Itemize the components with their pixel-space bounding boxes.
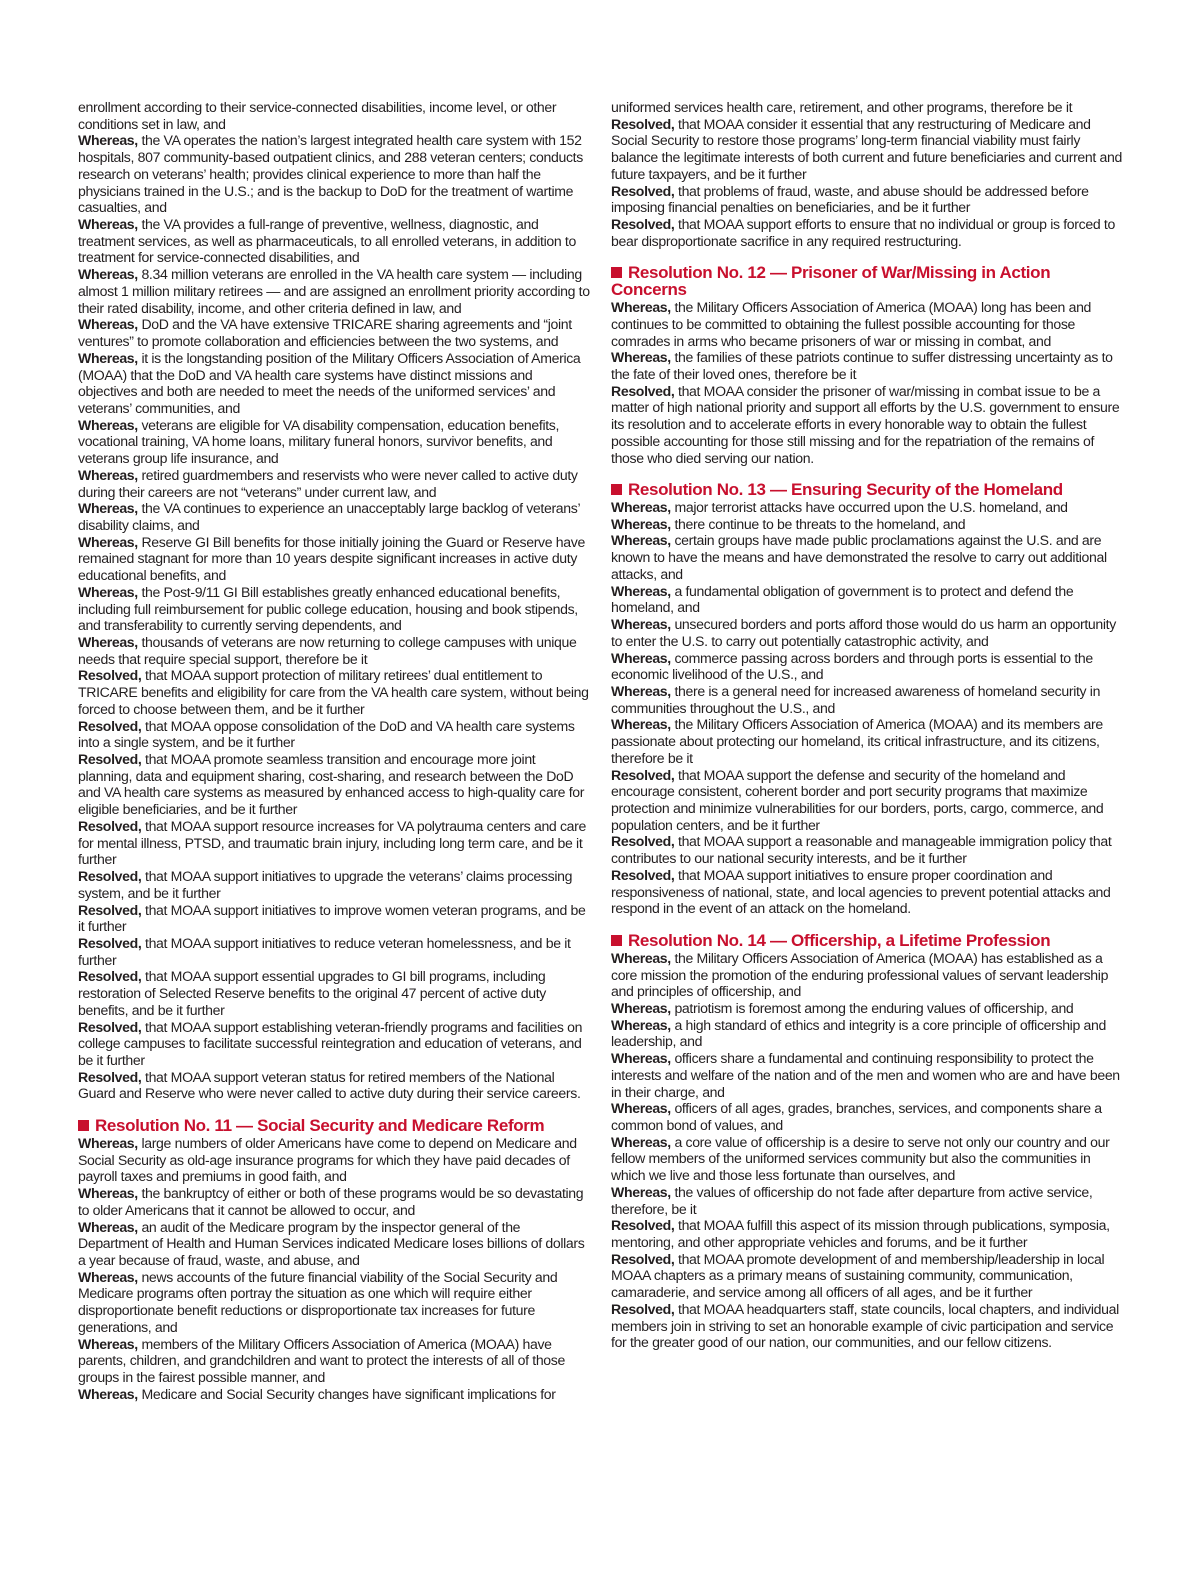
- clause-lead: Resolved,: [78, 667, 142, 684]
- clause-text: that MOAA support the defense and security of the homeland and encourage consistent, coherent border and port security programs that maximize protection and minimize vulnerabilities for our borders, ports, cargo, commerce, and population centers, and be it further: [611, 766, 1104, 833]
- resolution-paragraph: [611, 833, 1123, 866]
- clause-lead: Resolved,: [611, 1250, 675, 1267]
- clause-text: that MOAA support establishing veteran-friendly programs and facilities on college campuses to facilitate successful reintegration and education of veterans, and be it further: [78, 1018, 583, 1068]
- clause-text: unsecured borders and ports afford those would do us harm an opportunity to enter the U.S. to carry out potentially catastrophic activity, and: [611, 616, 1116, 649]
- resolution-paragraph: [78, 1019, 590, 1069]
- clause-lead: Resolved,: [611, 382, 675, 399]
- resolution-paragraph: [78, 1336, 590, 1386]
- section-body: [611, 299, 1123, 466]
- resolution-paragraph: [611, 1017, 1123, 1050]
- clause-lead: Whereas,: [78, 316, 138, 333]
- clause-text: a high standard of ethics and integrity is a core principle of officership and leadership, and: [611, 1016, 1106, 1050]
- clause-text: that MOAA consider it essential that any restructuring of Medicare and Social Security to restore those programs’ long-term financial viability must fairly balance the legitimate interests of both current and future beneficiaries and current and future taxpayers, and be it further: [611, 115, 1123, 182]
- clause-lead: Whereas,: [611, 1016, 671, 1033]
- resolution-paragraph: [78, 132, 590, 216]
- clause-lead: Whereas,: [611, 582, 671, 599]
- resolution-paragraph: [78, 467, 590, 500]
- clause-lead: Whereas,: [78, 216, 138, 233]
- heading-text: Resolution No. 14 — Officership, a Lifetime Profession: [628, 931, 1051, 951]
- clause-text: certain groups have made public proclamations against the U.S. and are known to have the means and have demonstrated the resolve to carry out additional attacks, and: [611, 532, 1107, 582]
- clause-text: enrollment according to their service-connected disabilities, income level, or other conditions set in law, and: [78, 99, 557, 132]
- resolution-paragraph: [78, 935, 590, 968]
- clause-text: retired guardmembers and reservists who were never called to active duty during their careers are not “veterans” under current law, and: [78, 466, 578, 500]
- clause-text: Reserve GI Bill benefits for those initially joining the Guard or Reserve have remained stagnant for more than 10 years despite significant increases in active duty educational benefits, and: [78, 533, 585, 584]
- resolution-paragraph: [611, 1100, 1123, 1133]
- clause-lead: Resolved,: [78, 717, 142, 734]
- resolution-paragraph: [611, 1134, 1123, 1184]
- clause-lead: Resolved,: [611, 866, 675, 883]
- clause-lead: Whereas,: [611, 1133, 671, 1150]
- resolution-paragraph: [611, 299, 1123, 349]
- heading-text: Resolution No. 13 — Ensuring Security of the Homeland: [628, 480, 1063, 500]
- clause-text: it is the longstanding position of the Military Officers Association of America (MOAA) that the DoD and VA health care systems have distinct missions and objectives and both are needed to meet the needs of the uniformed services’ and veterans’ communities, and: [78, 349, 581, 416]
- clause-text: that MOAA support veteran status for retired members of the National Guard and Reserve who were never called to active duty during their service careers.: [78, 1068, 581, 1102]
- resolution-paragraph: [611, 499, 1123, 516]
- clause-lead: Resolved,: [78, 1068, 142, 1085]
- clause-text: the families of these patriots continue to suffer distressing uncertainty as to the fate of their loved ones, therefore be it: [611, 349, 1113, 382]
- clause-lead: Whereas,: [78, 1335, 138, 1352]
- clause-text: there continue to be threats to the homeland, and: [670, 515, 966, 532]
- continuation-block: [78, 99, 590, 1102]
- clause-lead: Resolved,: [78, 817, 142, 834]
- clause-lead: Whereas,: [78, 583, 138, 600]
- square-bullet-icon: [611, 935, 622, 946]
- resolution-paragraph: [611, 950, 1123, 1000]
- clause-lead: Resolved,: [78, 901, 142, 918]
- section-heading: [611, 265, 1123, 299]
- clause-lead: Resolved,: [78, 751, 142, 768]
- resolution-14: [611, 933, 1123, 1351]
- clause-lead: Whereas,: [611, 1050, 671, 1067]
- resolution-paragraph: [78, 968, 590, 1018]
- resolution-11: [78, 1118, 590, 1402]
- resolution-paragraph: [78, 350, 590, 417]
- resolution-paragraph: [611, 1301, 1123, 1351]
- resolution-paragraph: [78, 818, 590, 868]
- resolution-13: [611, 482, 1123, 917]
- clause-text: the bankruptcy of either or both of these programs would be so devastating to older Americans that it cannot be allowed to occur, and: [78, 1185, 584, 1218]
- resolution-paragraph: [78, 667, 590, 717]
- clause-text: a core value of officership is a desire to serve not only our country and our fellow members of the uniformed services community but also the communities in which we live and those less fortunate than ourselves, and: [611, 1133, 1110, 1184]
- resolution-paragraph: [78, 751, 590, 818]
- resolution-paragraph: [611, 99, 1123, 116]
- resolution-paragraph: [78, 500, 590, 533]
- right-column: [611, 99, 1123, 1351]
- resolution-paragraph: [611, 349, 1123, 382]
- clause-lead: Whereas,: [611, 532, 671, 549]
- resolution-paragraph: [78, 1069, 590, 1102]
- clause-text: large numbers of older Americans have come to depend on Medicare and Social Security as old-age insurance programs for which they have paid decades of payroll taxes and premiums in good faith, and: [78, 1134, 577, 1185]
- clause-lead: Whereas,: [78, 1385, 138, 1402]
- clause-lead: Whereas,: [78, 634, 138, 650]
- resolution-paragraph: [611, 583, 1123, 616]
- clause-text: that MOAA support essential upgrades to GI bill programs, including restoration of Selected Reserve benefits to the original 47 percent of active duty benefits, and be it further: [78, 968, 547, 1018]
- clause-text: 8.34 million veterans are enrolled in the VA health care system — including almost 1 million military retirees — and are assigned an enrollment priority according to their rated disability, income, and other criteria defined in law, and: [78, 266, 590, 316]
- clause-lead: Whereas,: [78, 1218, 138, 1235]
- clause-lead: Whereas,: [611, 716, 671, 733]
- resolution-paragraph: [78, 1386, 590, 1403]
- clause-text: commerce passing across borders and through ports is essential to the economic livelihood of the U.S., and: [611, 649, 1093, 683]
- resolution-paragraph: [611, 1251, 1123, 1301]
- resolution-paragraph: [78, 216, 590, 266]
- resolution-paragraph: [611, 616, 1123, 649]
- clause-text: news accounts of the future financial viability of the Social Security and Medicare programs often portray the situation as one which will require either disproportionate benefit reductions or disproportionate tax increases for future generations, and: [78, 1268, 558, 1335]
- clause-text: that MOAA support initiatives to reduce veteran homelessness, and be it further: [78, 934, 571, 968]
- clause-text: that MOAA support efforts to ensure that no individual or group is forced to bear disproportionate sacrifice in any required restructuring.: [611, 216, 1115, 249]
- resolution-paragraph: [611, 650, 1123, 683]
- clause-text: that MOAA promote development of and membership/leadership in local MOAA chapters as a primary means of sustaining community, communication, camaraderie, and service among all officers of all ages, and be it further: [611, 1250, 1105, 1301]
- clause-lead: Whereas,: [611, 616, 671, 633]
- clause-text: the VA provides a full-range of preventive, wellness, diagnostic, and treatment services, as well as pharmaceuticals, to all enrolled veterans, in addition to treatment for service-connected disabilities, and: [78, 216, 576, 266]
- clause-lead: Whereas,: [611, 649, 671, 666]
- clause-text: that MOAA support a reasonable and manageable immigration policy that contributes to our national security interests, and be it further: [611, 833, 1112, 867]
- resolution-paragraph: [611, 1217, 1123, 1250]
- clause-lead: Whereas,: [78, 533, 138, 550]
- clause-text: veterans are eligible for VA disability compensation, education benefits, vocational training, VA home loans, military funeral honors, survivor benefits, and veterans group life insurance, and: [78, 416, 560, 467]
- clause-lead: Whereas,: [611, 1183, 671, 1200]
- clause-lead: Whereas,: [78, 349, 138, 366]
- clause-text: thousands of veterans are now returning to college campuses with unique needs that require special support, therefore be it: [78, 634, 577, 667]
- clause-lead: Whereas,: [611, 515, 671, 532]
- clause-lead: Whereas,: [78, 132, 138, 149]
- square-bullet-icon: [78, 1120, 89, 1131]
- section-heading: [78, 1118, 590, 1135]
- resolution-paragraph: [78, 902, 590, 935]
- clause-lead: Resolved,: [78, 1018, 142, 1035]
- clause-text: that MOAA consider the prisoner of war/missing in combat issue to be a matter of high national priority and support all efforts by the U.S. government to ensure its resolution and to accelerate efforts in every honorable way to obtain the fullest possible accounting for those still missing and for the repatriation of the remains of those who died serving our nation.: [611, 382, 1120, 466]
- resolution-paragraph: [78, 634, 590, 667]
- clause-lead: Resolved,: [611, 115, 675, 132]
- square-bullet-icon: [611, 484, 622, 495]
- clause-text: the VA operates the nation’s largest integrated health care system with 152 hospitals, 807 community-based outpatient clinics, and 288 veteran centers; conducts research on veterans’ health; provides clinical experience to more than half the physicians trained in the U.S.; and is the backup to DoD for the treatment of wartime casualties, and: [78, 132, 583, 216]
- section-body: [78, 1135, 590, 1403]
- resolution-paragraph: [611, 683, 1123, 716]
- clause-text: the Post-9/11 GI Bill establishes greatly enhanced educational benefits, including full reimbursement for public college education, housing and book stipends, and transferability to currently serving dependents, and: [78, 583, 578, 634]
- clause-text: the values of officership do not fade after departure from active service, therefore, be it: [611, 1183, 1093, 1217]
- clause-text: that MOAA promote seamless transition and encourage more joint planning, data and equipment sharing, cost-sharing, and research between the DoD and VA health care systems as measured by enhanced access to high-quality care for eligible beneficiaries, and be it further: [78, 751, 585, 818]
- clause-lead: Whereas,: [78, 500, 138, 517]
- resolution-paragraph: [611, 716, 1123, 766]
- resolution-paragraph: [611, 1000, 1123, 1017]
- clause-text: that MOAA support initiatives to upgrade the veterans’ claims processing system, and be it further: [78, 868, 573, 901]
- section-body: [611, 499, 1123, 917]
- square-bullet-icon: [611, 267, 622, 278]
- clause-text: officers of all ages, grades, branches, services, and components share a common bond of values, and: [611, 1100, 1102, 1133]
- clause-lead: Whereas,: [611, 999, 671, 1016]
- heading-text: Resolution No. 12 — Prisoner of War/Missing in Action Concerns: [611, 263, 1051, 300]
- clause-lead: Whereas,: [78, 416, 138, 433]
- clause-lead: Whereas,: [611, 499, 671, 516]
- resolution-paragraph: [78, 1269, 590, 1336]
- resolution-paragraph: [78, 868, 590, 901]
- clause-lead: Resolved,: [611, 216, 675, 233]
- clause-text: that MOAA support protection of military retirees’ dual entitlement to TRICARE benefits and eligibility for care from the VA health care system, without being forced to choose between them, and be it further: [78, 667, 589, 717]
- clause-lead: Whereas,: [611, 299, 671, 316]
- clause-text: officers share a fundamental and continuing responsibility to protect the interests and welfare of the nation and of the men and women who are and have been in their charge, and: [611, 1050, 1120, 1100]
- clause-text: Medicare and Social Security changes have significant implications for: [137, 1385, 556, 1402]
- resolution-12: [611, 265, 1123, 466]
- clause-lead: Resolved,: [611, 766, 675, 783]
- clause-lead: Resolved,: [611, 833, 675, 850]
- clause-text: that MOAA headquarters staff, state councils, local chapters, and individual members join in striving to set an honorable example of civic participation and service for the greater good of our nation, our communities, and our fellow citizens.: [611, 1300, 1119, 1351]
- clause-lead: Whereas,: [611, 949, 671, 966]
- resolution-paragraph: [78, 316, 590, 349]
- clause-lead: Whereas,: [78, 466, 138, 483]
- resolution-paragraph: [611, 867, 1123, 917]
- clause-text: that MOAA support initiatives to improve women veteran programs, and be it further: [78, 901, 586, 935]
- continuation-block: [611, 99, 1123, 249]
- clause-text: that problems of fraud, waste, and abuse should be addressed before imposing financial penalties on beneficiaries, and be it further: [611, 182, 1089, 216]
- clause-text: that MOAA support initiatives to ensure proper coordination and responsiveness of national, state, and local agencies to prevent potential attacks and respond in the event of an attack on the homeland.: [611, 866, 1111, 917]
- clause-lead: Resolved,: [78, 868, 142, 885]
- resolution-paragraph: [611, 383, 1123, 467]
- clause-text: a fundamental obligation of government is to protect and defend the homeland, and: [611, 582, 1074, 616]
- clause-text: major terrorist attacks have occurred upon the U.S. homeland, and: [670, 499, 1068, 516]
- clause-lead: Resolved,: [611, 182, 675, 199]
- resolution-paragraph: [78, 99, 590, 132]
- resolution-paragraph: [78, 417, 590, 467]
- clause-lead: Whereas,: [78, 1134, 138, 1151]
- resolution-paragraph: [611, 116, 1123, 183]
- resolution-paragraph: [611, 183, 1123, 216]
- resolution-paragraph: [611, 516, 1123, 533]
- resolution-paragraph: [611, 1050, 1123, 1100]
- resolution-paragraph: [78, 1185, 590, 1218]
- clause-text: the VA continues to experience an unacceptably large backlog of veterans’ disability claims, and: [78, 500, 580, 533]
- clause-lead: Resolved,: [611, 1300, 675, 1317]
- clause-lead: Resolved,: [611, 1217, 675, 1234]
- resolution-paragraph: [611, 767, 1123, 834]
- clause-text: that MOAA oppose consolidation of the DoD and VA health care systems into a single system, and be it further: [78, 717, 575, 751]
- left-column: [78, 99, 590, 1402]
- clause-text: that MOAA support resource increases for VA polytrauma centers and care for mental illness, PTSD, and traumatic brain injury, including long term care, and be it further: [78, 817, 586, 868]
- clause-lead: Whereas,: [611, 682, 671, 699]
- clause-lead: Whereas,: [78, 1185, 138, 1202]
- clause-text: an audit of the Medicare program by the inspector general of the Department of Health and Human Services indicated Medicare loses billions of dollars a year because of fraud, waste, and abuse, and: [78, 1218, 585, 1268]
- section-heading: [611, 933, 1123, 950]
- clause-text: that MOAA fulfill this aspect of its mission through publications, symposia, mentoring, and other appropriate vehicles and forums, and be it further: [611, 1217, 1110, 1251]
- clause-lead: Whereas,: [611, 349, 671, 366]
- resolution-paragraph: [78, 718, 590, 751]
- resolution-paragraph: [78, 584, 590, 634]
- clause-text: the Military Officers Association of America (MOAA) and its members are passionate about protecting our homeland, its critical infrastructure, and its citizens, therefore be it: [611, 716, 1103, 766]
- clause-text: the Military Officers Association of America (MOAA) long has been and continues to be committed to obtaining the fullest possible accounting for those comrades in arms who became prisoners of war or missing in combat, and: [611, 299, 1092, 349]
- resolution-paragraph: [78, 266, 590, 316]
- clause-text: uniformed services health care, retirement, and other programs, therefore be it: [611, 99, 1073, 115]
- clause-lead: Whereas,: [611, 1100, 671, 1117]
- heading-text: Resolution No. 11 — Social Security and Medicare Reform: [95, 1116, 545, 1136]
- clause-text: DoD and the VA have extensive TRICARE sharing agreements and “joint ventures” to promote collaboration and efficiencies between the two systems, and: [78, 316, 572, 350]
- resolution-paragraph: [78, 1219, 590, 1269]
- clause-lead: Whereas,: [78, 266, 138, 283]
- clause-lead: Resolved,: [78, 934, 142, 951]
- resolution-paragraph: [78, 534, 590, 584]
- resolution-paragraph: [611, 1184, 1123, 1217]
- resolution-paragraph: [611, 532, 1123, 582]
- clause-lead: Whereas,: [78, 1268, 138, 1285]
- resolution-paragraph: [78, 1135, 590, 1185]
- section-heading: [611, 482, 1123, 499]
- section-body: [611, 950, 1123, 1351]
- clause-text: members of the Military Officers Association of America (MOAA) have parents, children, and grandchildren and want to protect the interests of all of those groups in the fairest possible manner, and: [78, 1335, 565, 1385]
- clause-text: there is a general need for increased awareness of homeland security in communities throughout the U.S., and: [611, 682, 1101, 716]
- clause-text: patriotism is foremost among the enduring values of officership, and: [670, 999, 1074, 1016]
- clause-text: the Military Officers Association of America (MOAA) has established as a core mission the promotion of the enduring professional values of servant leadership and principles of officership, and: [611, 949, 1109, 1000]
- resolution-paragraph: [611, 216, 1123, 249]
- clause-lead: Resolved,: [78, 968, 142, 985]
